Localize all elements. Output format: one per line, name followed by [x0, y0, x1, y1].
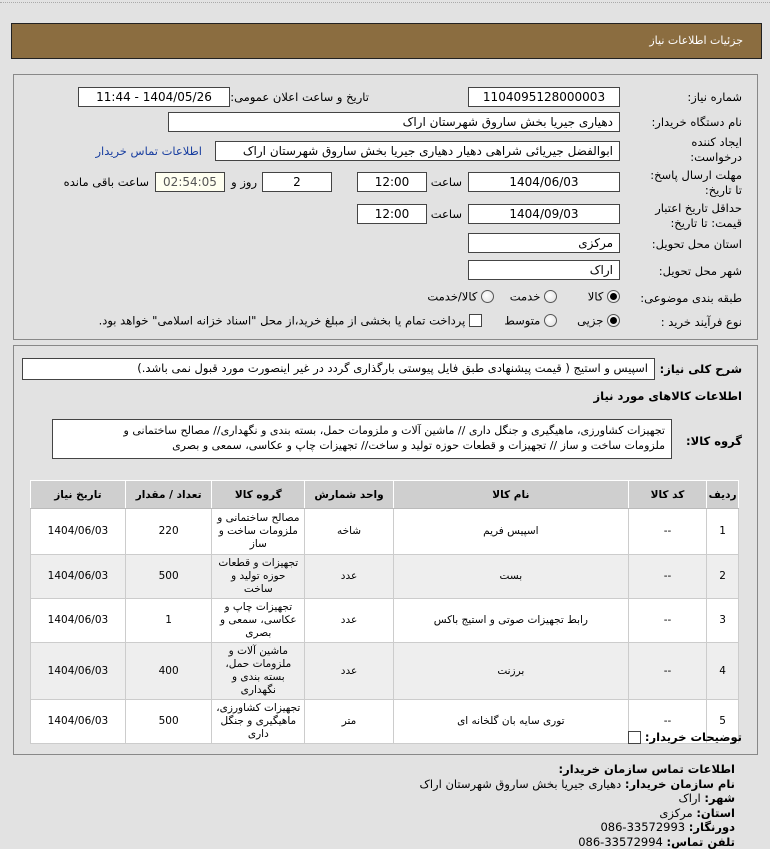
- validity-time-field[interactable]: 12:00: [357, 204, 427, 224]
- contact-province-line: استان: مرکزی: [420, 806, 735, 821]
- days-label: روز و: [231, 175, 257, 189]
- category-option-goods[interactable]: کالا: [588, 289, 620, 304]
- treasury-payment-checkbox[interactable]: پرداخت تمام یا بخشی از مبلغ خرید،از محل "اسناد خزانه اسلامی" خواهد بود.: [99, 313, 482, 328]
- validity-label-2: قیمت: تا تاریخ:: [670, 216, 742, 230]
- need-info-panel: [13, 74, 758, 340]
- need-number-field[interactable]: 1104095128000003: [468, 87, 620, 107]
- validity-date-field[interactable]: 1404/09/03: [468, 204, 620, 224]
- description-label: شرح کلی نیاز:: [660, 362, 742, 376]
- goods-group-label: گروه کالا:: [686, 434, 742, 448]
- buyer-notes-label: توضیحات خریدار:: [628, 730, 742, 744]
- contact-phone-line: تلفن تماس: 33572994-086: [420, 835, 735, 849]
- deadline-label: مهلت ارسال پاسخ:: [650, 168, 742, 182]
- contact-fax-line: دورنگار: 33572993-086: [420, 820, 735, 835]
- buyer-contact-section: [420, 762, 735, 849]
- contact-city-line: شهر: اراک: [420, 791, 735, 806]
- col-unit: واحد شمارش: [305, 481, 394, 509]
- radio-selected-icon[interactable]: [607, 290, 620, 303]
- category-option-service[interactable]: خدمت: [510, 289, 557, 304]
- goods-info-title: اطلاعات کالاهای مورد نیاز: [594, 389, 742, 403]
- top-divider: [0, 2, 770, 3]
- contact-title: اطلاعات تماس سازمان خریدار:: [420, 762, 735, 777]
- announce-datetime-field[interactable]: 1404/05/26 - 11:44: [78, 87, 230, 107]
- description-field[interactable]: اسپیس و استیج ( قیمت پیشنهادی طبق فایل پیوستی بارگذاری گردد در غیر اینصورت مورد قبول نمی باشد.): [22, 358, 655, 380]
- col-qty: تعداد / مقدار: [125, 481, 212, 509]
- validity-time-label: ساعت: [431, 207, 462, 221]
- buyer-org-label: نام دستگاه خریدار:: [651, 115, 742, 129]
- deadline-time-label: ساعت: [431, 175, 462, 189]
- category-option-goods-service[interactable]: کالا/خدمت: [427, 289, 494, 304]
- col-date: تاریخ نیاز: [31, 481, 126, 509]
- goods-details-panel: [13, 345, 758, 755]
- goods-group-field: تجهیزات کشاورزی، ماهیگیری و جنگل داری // ماشین آلات و ملزومات حمل، بسته بندی و نگهداری// مصالح ساختمانی و ملزومات ساخت و ساز // تجهیزات و قطعات حوزه تولید و ساخت// تجهیزات چاپ و عکاسی، سمعی و بصری: [52, 419, 672, 459]
- table-row[interactable]: 5 -- توری سایه بان گلخانه ای متر تجهیزات کشاورزی، ماهیگیری و جنگل داری 500 1404/06/03: [31, 700, 739, 744]
- city-field[interactable]: اراک: [468, 260, 620, 280]
- validity-label: حداقل تاریخ اعتبار: [655, 201, 742, 215]
- process-option-minor[interactable]: جزیی: [577, 313, 620, 328]
- buyer-notes-checkbox[interactable]: [628, 731, 641, 744]
- page-title: جزئیات اطلاعات نیاز: [649, 34, 743, 47]
- creator-field[interactable]: ابوالفضل جیریائی شراهی دهیار دهیاری جیریا بخش ساروق شهرستان اراک: [215, 141, 620, 161]
- table-row[interactable]: 3 -- رابط تجهیزات صوتی و استیج باکس عدد تجهیزات چاپ و عکاسی، سمعی و بصری 1 1404/06/03: [31, 599, 739, 643]
- col-name: نام کالا: [393, 481, 628, 509]
- radio-icon[interactable]: [481, 290, 494, 303]
- province-label: استان محل تحویل:: [652, 237, 742, 251]
- creator-label-2: درخواست:: [690, 150, 742, 164]
- contact-org-line: نام سازمان خریدار: دهیاری جیریا بخش ساروق شهرستان اراک: [420, 777, 735, 792]
- remaining-label: ساعت باقی مانده: [64, 175, 149, 189]
- table-row[interactable]: 1 -- اسپیس فریم شاخه مصالح ساختمانی و ملزومات ساخت و ساز 220 1404/06/03: [31, 509, 739, 555]
- radio-icon[interactable]: [544, 290, 557, 303]
- deadline-date-field[interactable]: 1404/06/03: [468, 172, 620, 192]
- deadline-label-2: تا تاریخ:: [705, 183, 742, 197]
- table-header-row: [31, 481, 739, 509]
- checkbox-icon[interactable]: [469, 314, 482, 327]
- creator-label: ایجاد کننده: [691, 135, 742, 149]
- need-number-label: شماره نیاز:: [687, 90, 742, 104]
- goods-table: [30, 480, 739, 744]
- province-field[interactable]: مرکزی: [468, 233, 620, 253]
- buyer-org-field[interactable]: دهیاری جیریا بخش ساروق شهرستان اراک: [168, 112, 620, 132]
- process-option-medium[interactable]: متوسط: [504, 313, 557, 328]
- category-label: طبقه بندی موضوعی:: [640, 291, 742, 305]
- col-code: کد کالا: [628, 481, 706, 509]
- table-row[interactable]: 4 -- برزنت عدد ماشین آلات و ملزومات حمل، بسته بندی و نگهداری 400 1404/06/03: [31, 643, 739, 700]
- announce-label: تاریخ و ساعت اعلان عمومی:: [230, 90, 369, 104]
- col-group: گروه کالا: [212, 481, 305, 509]
- process-label: نوع فرآیند خرید :: [661, 315, 742, 329]
- city-label: شهر محل تحویل:: [659, 264, 742, 278]
- radio-selected-icon[interactable]: [607, 314, 620, 327]
- page-header: [11, 23, 762, 59]
- table-row[interactable]: 2 -- بست عدد تجهیزات و قطعات حوزه تولید و ساخت 500 1404/06/03: [31, 555, 739, 599]
- buyer-contact-link[interactable]: اطلاعات تماس خریدار: [95, 144, 202, 158]
- days-field[interactable]: 2: [262, 172, 332, 192]
- deadline-time-field[interactable]: 12:00: [357, 172, 427, 192]
- radio-icon[interactable]: [544, 314, 557, 327]
- col-row: ردیف: [707, 481, 739, 509]
- remaining-time-field: 02:54:05: [155, 172, 225, 192]
